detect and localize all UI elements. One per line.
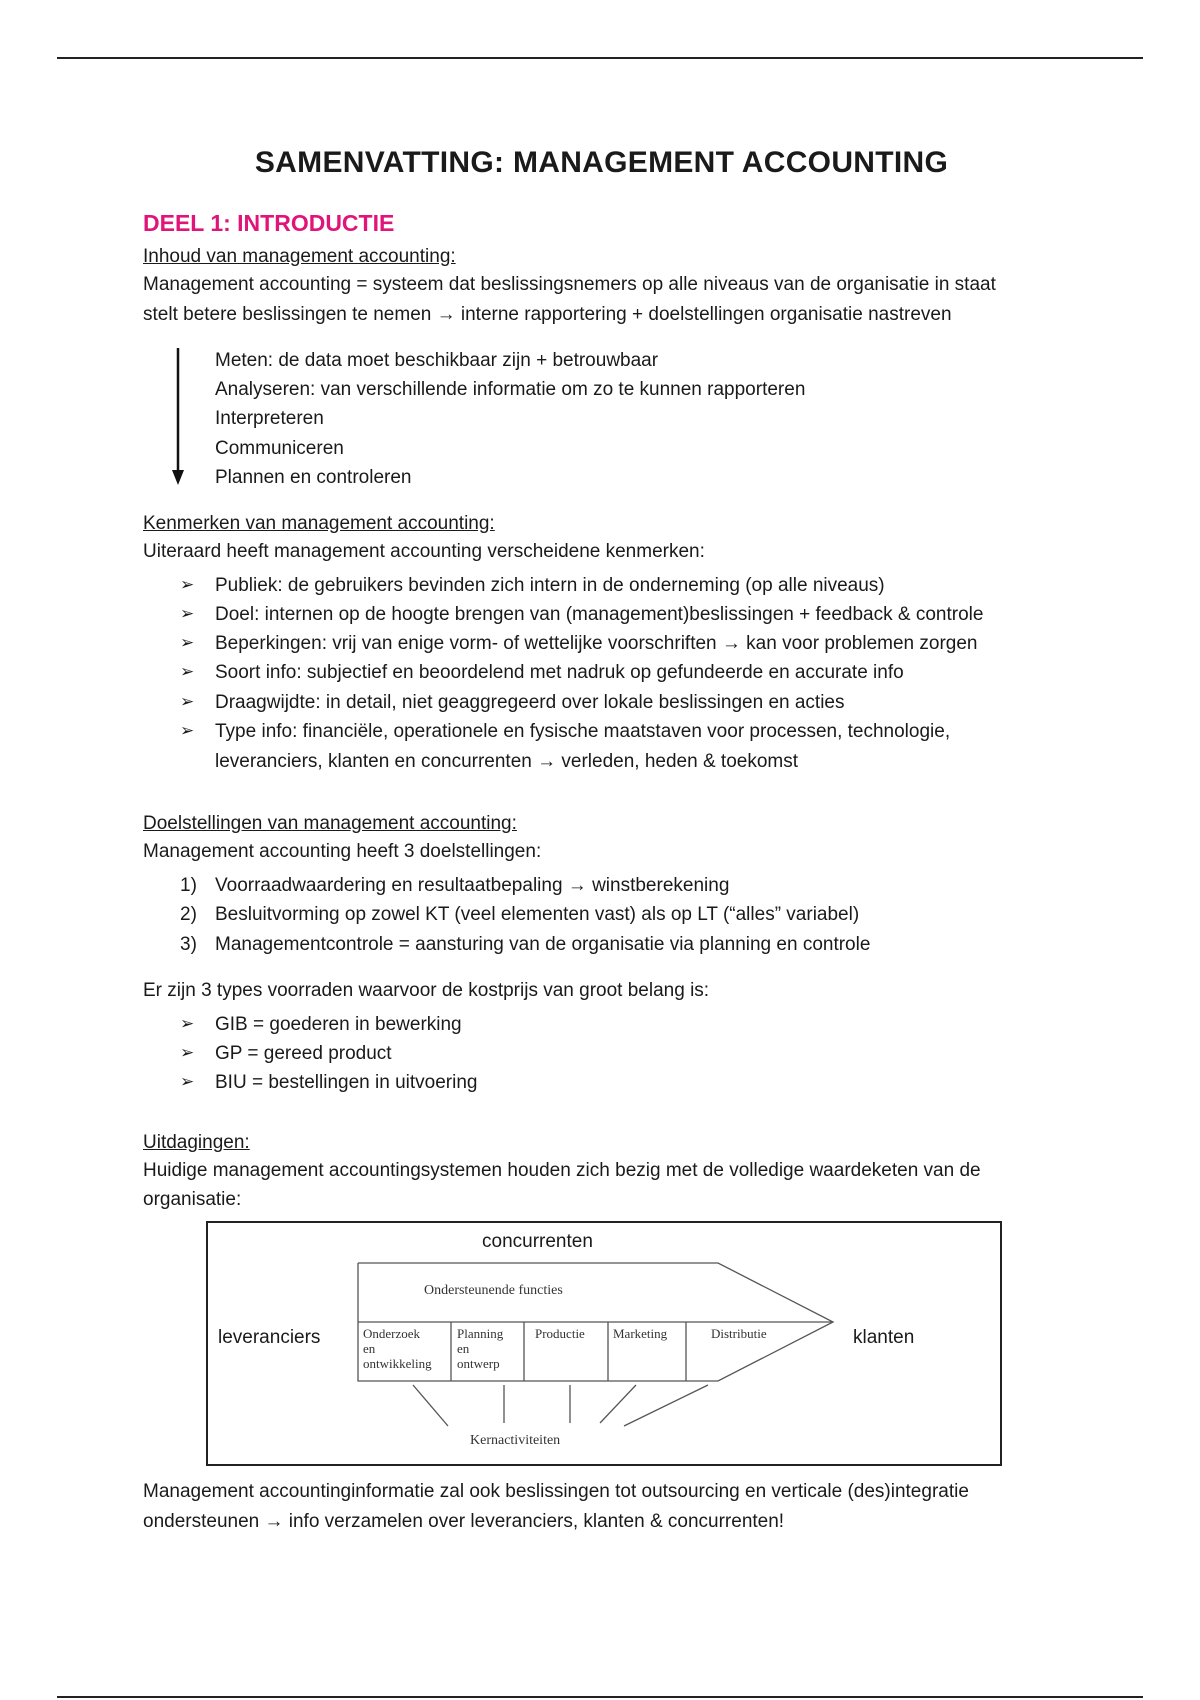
process-step: Meten: de data moet beschikbaar zijn + betrouwbaar <box>215 350 659 371</box>
section-heading: DEEL 1: INTRODUCTIE <box>143 210 395 236</box>
cell-text: Productie <box>535 1326 585 1341</box>
list-item: Beperkingen: vrij van enige vorm- of wettelijke voorschriften → kan voor problemen zorgen <box>215 633 978 654</box>
process-step: Plannen en controleren <box>215 467 412 488</box>
subheading-uitdagingen: Uitdagingen: <box>143 1132 250 1153</box>
list-item: Type info: financiële, operationele en fysische maatstaven voor processen, technologie, <box>215 721 951 742</box>
paragraph-line: Management accounting = systeem dat beslissingsnemers op alle niveaus van de organisatie in staat <box>143 274 996 295</box>
paragraph-line: Management accountinginformatie zal ook beslissingen tot outsourcing en verticale (des)integratie <box>143 1481 969 1502</box>
cell-text: ontwerp <box>457 1356 500 1371</box>
cell-text: en <box>457 1341 470 1356</box>
paragraph-line: organisatie: <box>143 1189 242 1210</box>
page-title: SAMENVATTING: MANAGEMENT ACCOUNTING <box>254 146 949 179</box>
label-concurrenten: concurrenten <box>482 1231 593 1252</box>
bullet-arrow-icon: ➢ <box>180 721 195 740</box>
bullet-arrow-icon: ➢ <box>180 1014 195 1033</box>
numbered-item: Managementcontrole = aansturing van de organisatie via planning en controle <box>215 934 871 955</box>
list-item: BIU = bestellingen in uitvoering <box>215 1072 478 1093</box>
process-step: Communiceren <box>215 438 344 459</box>
bottom-rule <box>57 1696 1143 1698</box>
paragraph-line: Uiteraard heeft management accounting verscheidene kenmerken: <box>143 541 705 562</box>
paragraph-line: stelt betere beslissingen te nemen → interne rapportering + doelstellingen organisatie nastreven <box>143 304 952 325</box>
cell-marketing <box>613 1326 667 1342</box>
cell-planning <box>457 1326 503 1371</box>
subheading-inhoud: Inhoud van management accounting: <box>143 246 456 267</box>
list-item-continuation: leveranciers, klanten en concurrenten → verleden, heden & toekomst <box>215 751 798 772</box>
list-item: GP = gereed product <box>215 1043 392 1064</box>
list-item: Soort info: subjectief en beoordelend met nadruk op gefundeerde en accurate info <box>215 662 904 683</box>
cell-text: ontwikkeling <box>363 1356 432 1371</box>
bullet-arrow-icon: ➢ <box>180 1043 195 1062</box>
cell-distributie <box>711 1326 767 1342</box>
paragraph-line: ondersteunen → info verzamelen over leveranciers, klanten & concurrenten! <box>143 1511 785 1532</box>
bullet-arrow-icon: ➢ <box>180 604 195 623</box>
subheading-doelstellingen: Doelstellingen van management accounting: <box>143 813 517 834</box>
cell-onderzoek <box>363 1326 432 1371</box>
cell-productie <box>535 1326 585 1342</box>
list-number: 3) <box>180 934 197 955</box>
cell-text: Planning <box>457 1326 504 1341</box>
list-number: 2) <box>180 904 197 925</box>
cell-text: en <box>363 1341 376 1356</box>
list-item: Draagwijdte: in detail, niet geaggregeerd over lokale beslissingen en acties <box>215 692 845 713</box>
bullet-arrow-icon: ➢ <box>180 1072 195 1091</box>
down-arrow-icon <box>168 348 188 488</box>
label-klanten: klanten <box>853 1327 915 1348</box>
bullet-arrow-icon: ➢ <box>180 633 195 652</box>
top-rule <box>57 57 1143 59</box>
bullet-arrow-icon: ➢ <box>180 692 195 711</box>
label-kernactiviteiten: Kernactiviteiten <box>470 1433 561 1448</box>
list-number: 1) <box>180 875 197 896</box>
numbered-item: Voorraadwaardering en resultaatbepaling → winstberekening <box>215 875 730 896</box>
list-item: GIB = goederen in bewerking <box>215 1014 462 1035</box>
list-item: Publiek: de gebruikers bevinden zich intern in de onderneming (op alle niveaus) <box>215 575 885 596</box>
cell-text: Distributie <box>711 1326 767 1341</box>
process-step: Analyseren: van verschillende informatie om zo te kunnen rapporteren <box>215 379 806 400</box>
paragraph-line: Management accounting heeft 3 doelstellingen: <box>143 841 542 862</box>
label-leveranciers: leveranciers <box>218 1327 321 1348</box>
list-item: Doel: internen op de hoogte brengen van (management)beslissingen + feedback & controle <box>215 604 984 625</box>
process-step: Interpreteren <box>215 408 324 429</box>
cell-text: Onderzoek <box>363 1326 421 1341</box>
paragraph-line: Huidige management accountingsystemen houden zich bezig met de volledige waardeketen van de <box>143 1160 981 1181</box>
subheading-kenmerken: Kenmerken van management accounting: <box>143 513 495 534</box>
bullet-arrow-icon: ➢ <box>180 662 195 681</box>
value-chain-diagram <box>206 1221 1002 1466</box>
paragraph-line: Er zijn 3 types voorraden waarvoor de kostprijs van groot belang is: <box>143 980 710 1001</box>
cell-text: Marketing <box>613 1326 668 1341</box>
numbered-item: Besluitvorming op zowel KT (veel elementen vast) als op LT (“alles” variabel) <box>215 904 860 925</box>
bullet-arrow-icon: ➢ <box>180 575 195 594</box>
label-ondersteunende-functies: Ondersteunende functies <box>424 1283 563 1298</box>
